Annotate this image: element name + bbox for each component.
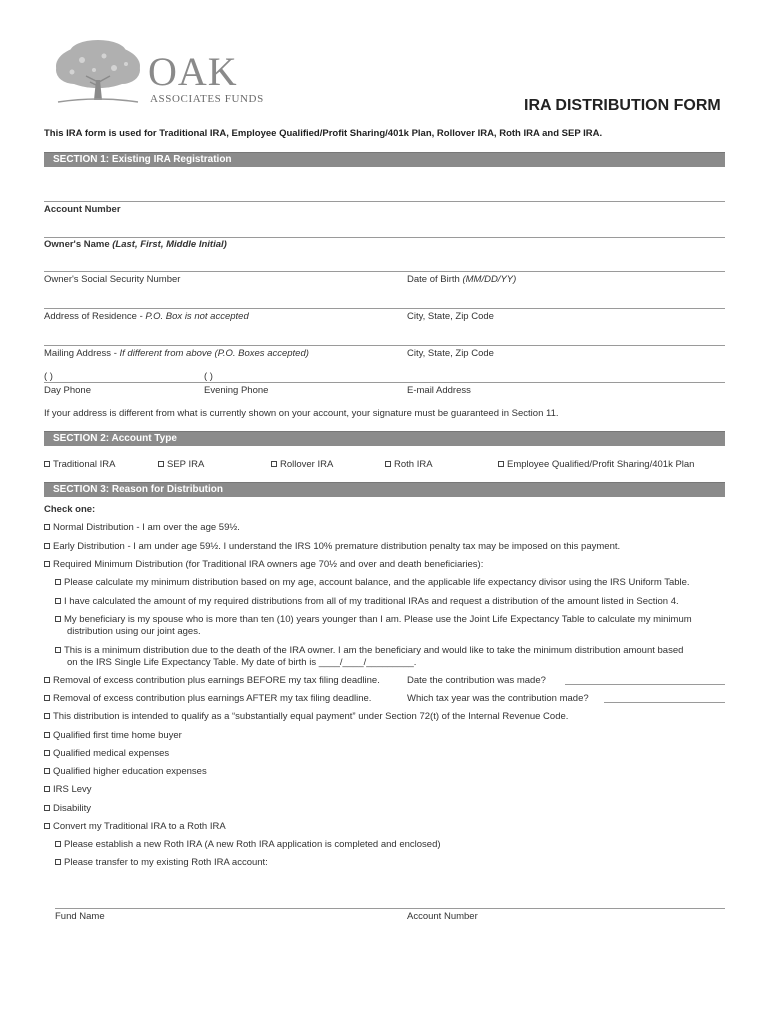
rollover-ira-checkbox[interactable]: Rollover IRA — [271, 459, 333, 470]
intro-text: This IRA form is used for Traditional IRA, Employee Qualified/Profit Sharing/401k Plan, Rollover IRA, Roth IRA and SEP IRA. — [44, 128, 603, 139]
section2-header: SECTION 2: Account Type — [44, 431, 725, 446]
phone-email-field[interactable] — [44, 382, 725, 383]
traditional-ira-checkbox[interactable]: Traditional IRA — [44, 459, 115, 470]
address-field[interactable] — [44, 308, 725, 309]
employee-qualified-checkbox[interactable]: Employee Qualified/Profit Sharing/401k Plan — [498, 459, 694, 470]
rmd-death-checkbox[interactable]: This is a minimum distribution due to the death of the IRA owner. I am the beneficiary and would like to take the minimum distribution amount based — [55, 645, 683, 656]
rmd-calculate-checkbox[interactable]: Please calculate my minimum distribution based on my age, account balance, and the applicable life expectancy divisor using the IRS Uniform Table. — [55, 577, 690, 588]
existing-roth-checkbox[interactable]: Please transfer to my existing Roth IRA account: — [55, 857, 268, 868]
logo-wordmark: OAK — [148, 49, 238, 94]
fund-account-field[interactable] — [55, 908, 725, 909]
rmd-spouse-checkbox[interactable]: My beneficiary is my spouse who is more than ten (10) years younger than I am. Please use the Joint Life Expectancy Table to calculate my minimum — [55, 614, 692, 625]
tax-year-field[interactable] — [604, 702, 725, 703]
substantially-equal-checkbox[interactable]: This distribution is intended to qualify as a “substantially equal payment” under Section 72(t) of the Internal Revenue Code. — [44, 711, 568, 722]
check-one-label: Check one: — [44, 504, 96, 515]
mailing-address-field[interactable] — [44, 345, 725, 346]
address-note: If your address is different from what is currently shown on your account, your signature must be guaranteed in Section 11. — [44, 408, 559, 419]
day-phone-label: Day Phone — [44, 385, 92, 396]
rmd-death-continued: on the IRS Single Life Expectancy Table. My date of birth is ____/____/_________. — [67, 657, 417, 668]
rmd-spouse-continued: distribution using our joint ages. — [67, 626, 201, 637]
irs-levy-checkbox[interactable]: IRS Levy — [44, 784, 92, 795]
education-checkbox[interactable]: Qualified higher education expenses — [44, 766, 207, 777]
sep-ira-checkbox[interactable]: SEP IRA — [158, 459, 204, 470]
date-made-label: Date the contribution was made? — [407, 675, 546, 686]
day-phone-area-code: ( ) — [44, 371, 53, 382]
owner-name-label: Owner's Name (Last, First, Middle Initial) — [44, 239, 227, 250]
account-number-field[interactable] — [44, 201, 725, 202]
form-title: IRA DISTRIBUTION FORM — [524, 97, 721, 114]
excess-before-checkbox[interactable]: Removal of excess contribution plus earnings BEFORE my tax filing deadline. — [44, 675, 380, 686]
medical-checkbox[interactable]: Qualified medical expenses — [44, 748, 169, 759]
mailing-address-label: Mailing Address - If different from above (P.O. Boxes accepted) — [44, 348, 309, 359]
rmd-self-calculated-checkbox[interactable]: I have calculated the amount of my required distributions from all of my traditional IRAs and request a distribution of the amount listed in Section 4. — [55, 596, 679, 607]
first-home-checkbox[interactable]: Qualified first time home buyer — [44, 730, 182, 741]
new-roth-checkbox[interactable]: Please establish a new Roth IRA (A new Roth IRA application is completed and enclosed) — [55, 839, 441, 850]
fund-name-label: Fund Name — [55, 911, 105, 922]
roth-ira-checkbox[interactable]: Roth IRA — [385, 459, 433, 470]
evening-phone-label: Evening Phone — [204, 385, 269, 396]
owner-name-field[interactable] — [44, 237, 725, 238]
early-distribution-checkbox[interactable]: Early Distribution - I am under age 59½. I understand the IRS 10% premature distribution penalty tax may be imposed on this payment. — [44, 541, 620, 552]
dob-label: Date of Birth (MM/DD/YY) — [407, 274, 517, 285]
tax-year-label: Which tax year was the contribution made? — [407, 693, 589, 704]
ssn-field[interactable] — [44, 271, 725, 272]
account-number-label-2: Account Number — [407, 911, 478, 922]
section3-header: SECTION 3: Reason for Distribution — [44, 482, 725, 497]
evening-phone-area-code: ( ) — [204, 371, 213, 382]
disability-checkbox[interactable]: Disability — [44, 803, 91, 814]
convert-roth-checkbox[interactable]: Convert my Traditional IRA to a Roth IRA — [44, 821, 226, 832]
account-number-label: Account Number — [44, 204, 121, 215]
city-state-zip-label-2: City, State, Zip Code — [407, 348, 494, 359]
ssn-label: Owner's Social Security Number — [44, 274, 181, 285]
rmd-checkbox[interactable]: Required Minimum Distribution (for Traditional IRA owners age 70½ and over and death beneficiaries): — [44, 559, 483, 570]
email-label: E-mail Address — [407, 385, 471, 396]
oak-tree-logo-icon — [52, 36, 144, 110]
excess-after-checkbox[interactable]: Removal of excess contribution plus earnings AFTER my tax filing deadline. — [44, 693, 371, 704]
section1-header: SECTION 1: Existing IRA Registration — [44, 152, 725, 167]
address-label: Address of Residence - P.O. Box is not accepted — [44, 311, 249, 322]
city-state-zip-label-1: City, State, Zip Code — [407, 311, 494, 322]
logo-subtitle: ASSOCIATES FUNDS — [150, 93, 264, 105]
date-made-field[interactable] — [565, 684, 725, 685]
normal-distribution-checkbox[interactable]: Normal Distribution - I am over the age 59½. — [44, 522, 240, 533]
